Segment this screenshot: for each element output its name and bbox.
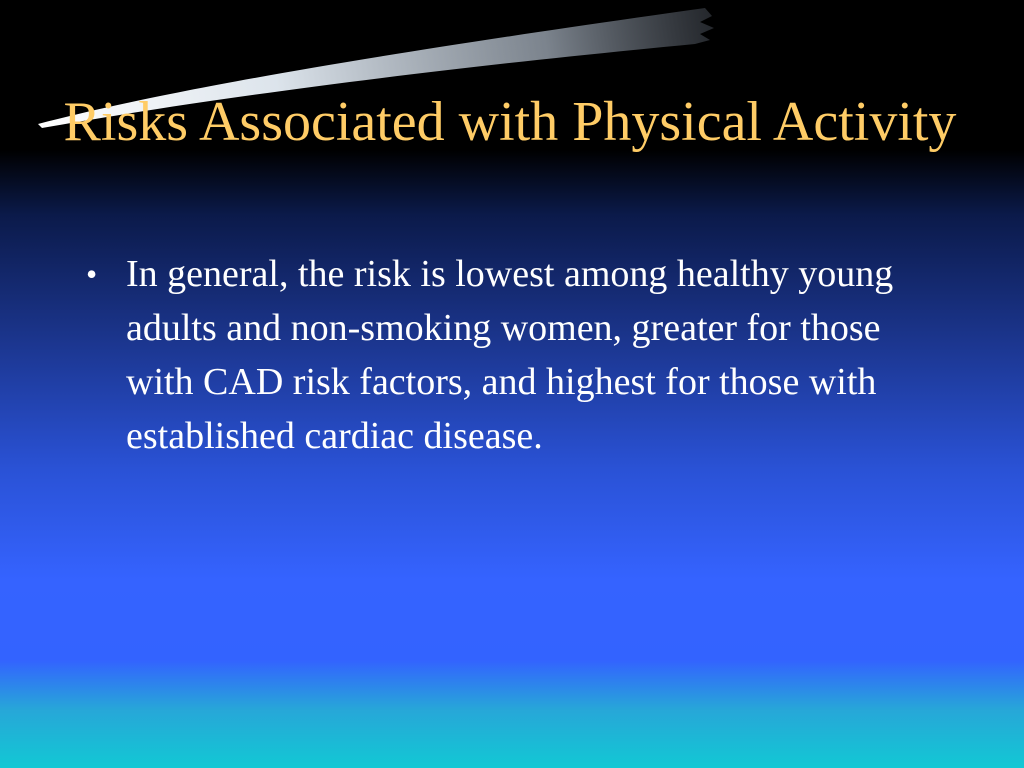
slide-title: Risks Associated with Physical Activity <box>63 91 957 153</box>
bullet-list <box>86 247 946 463</box>
bullet-item <box>86 247 946 463</box>
bullet-icon: • <box>86 256 98 292</box>
bullet-text: In general, the risk is lowest among healthy young adults and non-smoking women, greater for those with CAD risk factors, and highest for those with established cardiac disease. <box>126 253 894 457</box>
